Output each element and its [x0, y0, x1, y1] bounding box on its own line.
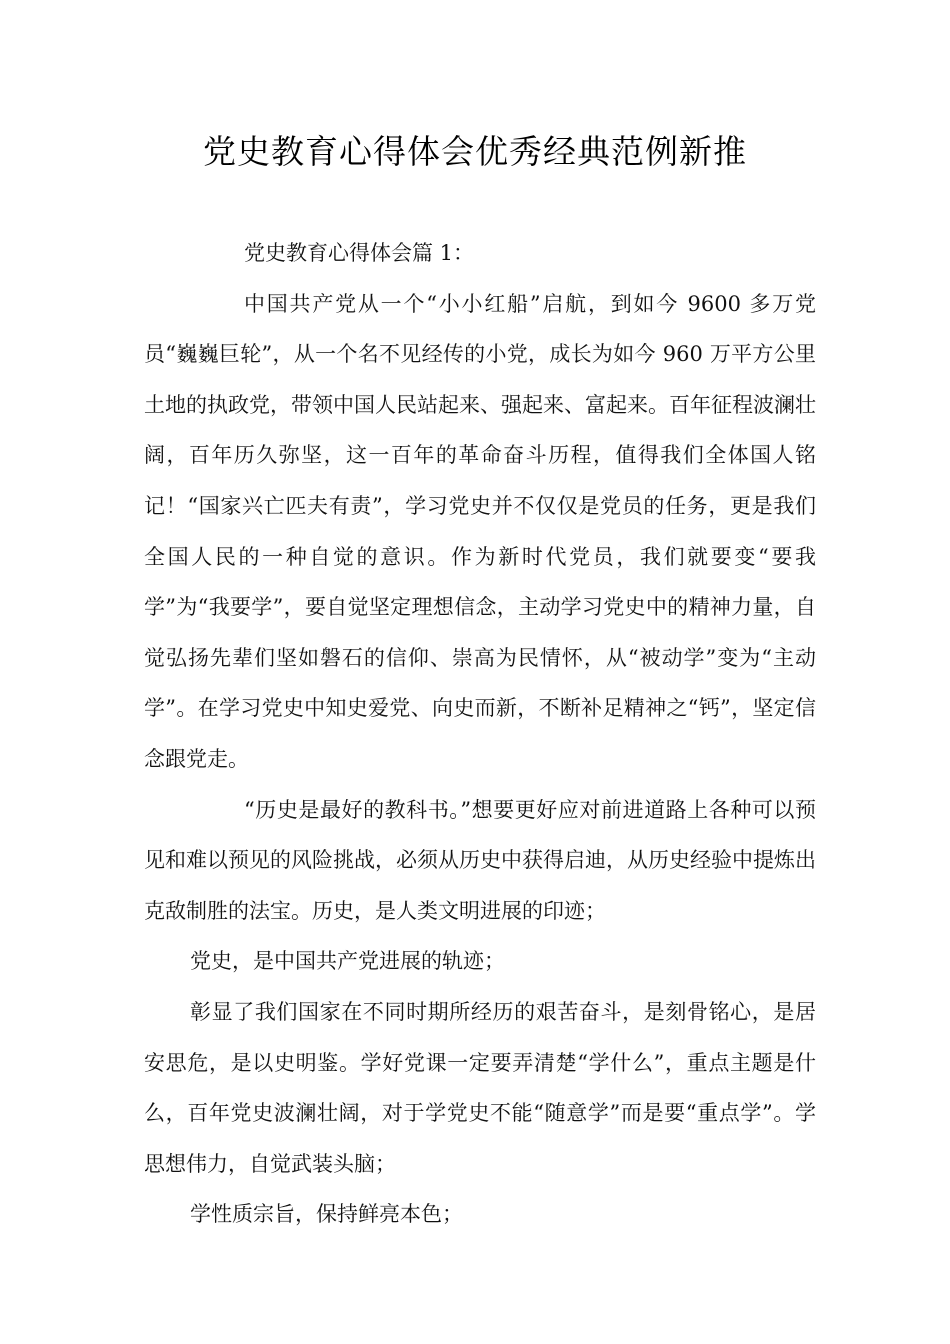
section-heading: 党史教育心得体会篇 1： [244, 241, 475, 265]
document-title: 党史教育心得体会优秀经典范例新推 [203, 132, 747, 171]
paragraph-3: 党史，是中国共产党进展的轨迹； [190, 949, 505, 974]
paragraph-2: “历史是最好的教科书。”想要更好应对前进道路上各种可以预见和难以预见的风险挑战，必须从历史中获得启迪，从历史经验中提炼出克敌制胜的法宝。历史，是人类文明进展的印迹； [144, 797, 816, 923]
paragraph-1: 中国共产党从一个“小小红船”启航，到如今 9600 多万党员“巍巍巨轮”，从一个名不见经传的小党，成长为如今 960 万平方公里土地的执政党，带领中国人民站起来、强起来、富起来。百年征程波澜壮阔，百年历久弥坚，这一百年的革命奋斗历程，值得我们全体国人铭记！“国家兴亡匹夫有责”，学习党史并不仅仅是党员的任务，更是我们全国人民的一种自觉的意识。作为新时代党员，我们就要变“要我学”为“我要学”，要自觉坚定理想信念，主动学习党史中的精神力量，自觉弘扬先辈们坚如磐石的信仰、崇高为民情怀，从“被动学”变为“主动学”。在学习党史中知史爱党、向史而新，不断补足精神之“钙”，坚定信念跟党走。 [144, 291, 816, 771]
paragraph-4: 彰显了我们国家在不同时期所经历的艰苦奋斗，是刻骨铭心，是居安思危，是以史明鉴。学好党课一定要弄清楚“学什么”，重点主题是什么，百年党史波澜壮阔，对于学党史不能“随意学”而是要“重点学”。学思想伟力，自觉武装头脑； [144, 999, 816, 1176]
paragraph-5: 学性质宗旨，保持鲜亮本色； [190, 1202, 463, 1227]
document-body [144, 228, 816, 1240]
